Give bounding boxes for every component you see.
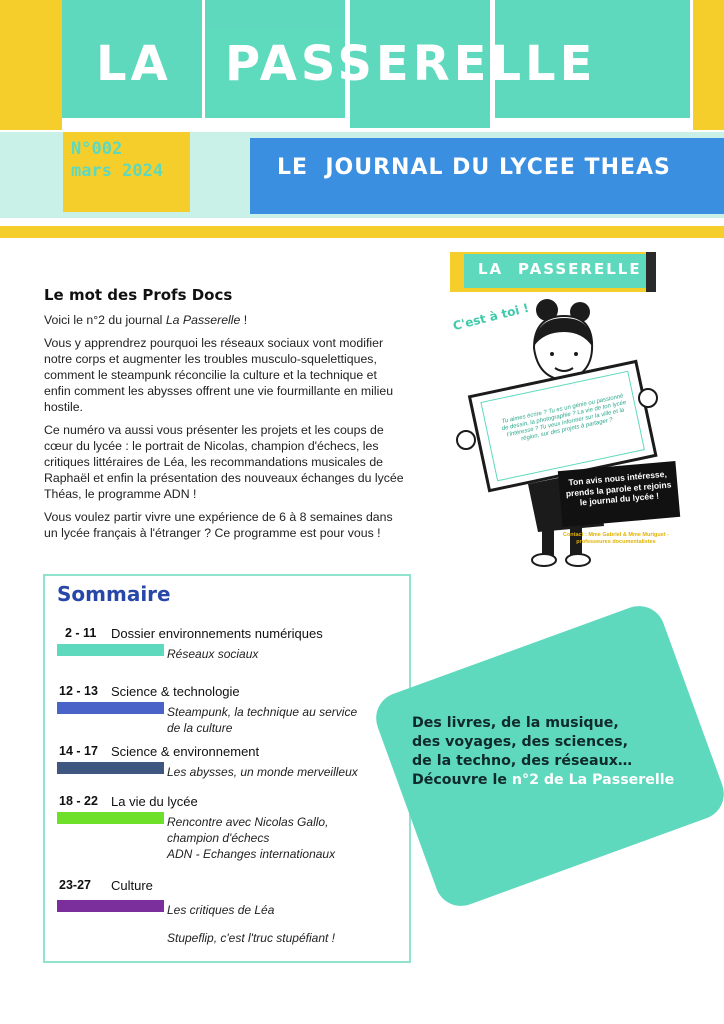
sommaire-sub-5a: Les critiques de Léa: [167, 903, 275, 917]
sommaire-pages-4[interactable]: 18 - 22: [59, 794, 98, 808]
masthead-title-la: LA: [96, 36, 172, 92]
sommaire-heading-3[interactable]: Science & environnement: [111, 744, 260, 759]
masthead-yellow-right: [693, 0, 724, 130]
sommaire-title: Sommaire: [57, 582, 171, 606]
poster-contact: Contact : Mme Gabriel & Mme Muriguet - professeures documentalistes: [562, 532, 670, 545]
sommaire-color-bar-1: [57, 644, 164, 656]
sommaire-color-bar-3: [57, 762, 164, 774]
editorial-p1-end: !: [240, 313, 248, 327]
sommaire-color-bar-5: [57, 900, 164, 912]
issue-date: mars 2024: [71, 161, 164, 181]
editorial-paragraph-1: [44, 312, 406, 328]
editorial-title: Le mot des Profs Docs: [44, 286, 233, 304]
sommaire-pages-3[interactable]: 14 - 17: [59, 744, 98, 758]
callout-text: [412, 714, 712, 790]
sommaire-heading-1[interactable]: Dossier environnements numériques: [111, 626, 323, 641]
editorial-p1-text: Voici le n°2 du journal: [44, 313, 166, 327]
sommaire-sub-2a: Steampunk, la technique au service: [167, 705, 358, 719]
editorial-paragraph-4: Vous voulez partir vivre une expérience de 6 à 8 semaines dans un lycée français à l'étranger ? Ce programme est pour vous !: [44, 510, 393, 540]
sommaire-sub-4c: ADN - Echanges internationaux: [167, 847, 336, 861]
callout-highlight: n°2 de La Passerelle: [511, 772, 675, 788]
sommaire-heading-5[interactable]: Culture: [111, 878, 153, 893]
poster-slogan: C'est à toi !: [451, 300, 531, 334]
issue-number: N°002: [71, 139, 123, 159]
sommaire-pages-5[interactable]: 23-27: [59, 878, 91, 892]
sommaire-sub-3a: Les abysses, un monde merveilleux: [167, 765, 358, 779]
poster-title-passerelle: PASSERELLE: [518, 260, 642, 278]
sommaire-sub-5c: Stupeflip, c'est l'truc stupéfiant !: [167, 931, 335, 945]
journal-title: LE JOURNAL DU LYCEE THEAS: [277, 155, 671, 180]
sommaire-heading-4[interactable]: La vie du lycée: [111, 794, 198, 809]
sommaire-box: [43, 574, 411, 963]
masthead-bottom-bar: [0, 226, 724, 238]
sommaire-sub-4a: Rencontre avec Nicolas Gallo,: [167, 815, 329, 829]
sommaire-pages-2[interactable]: 12 - 13: [59, 684, 98, 698]
editorial-p1-journal-name: La Passerelle: [165, 313, 241, 327]
poster-black-box: [558, 461, 680, 527]
issue-box: [63, 132, 190, 212]
sommaire-color-bar-4: [57, 812, 164, 824]
sommaire-color-bar-2: [57, 702, 164, 714]
callout-line-3: de la techno, des réseaux…: [412, 753, 633, 769]
poster-black-box-text: Ton avis nous intéresse, prends la parole et rejoins le journal du lycée !: [565, 468, 672, 508]
callout-line-4: [412, 771, 712, 790]
sommaire-sub-1a: Réseaux sociaux: [167, 647, 259, 661]
callout-line-1: Des livres, de la musique,: [412, 715, 619, 731]
editorial: [44, 286, 406, 548]
sommaire-heading-2[interactable]: Science & technologie: [111, 684, 240, 699]
masthead-title-passerelle: PASSERELLE: [225, 36, 597, 92]
poster-header-dark: [646, 252, 656, 292]
poster-title-la: LA: [478, 260, 504, 278]
masthead: [0, 0, 724, 240]
callout-line-2: des voyages, des sciences,: [412, 734, 628, 750]
editorial-paragraph-2: Vous y apprendrez pourquoi les réseaux sociaux vont modifier notre corps et augmenter les troubles musculo-squelettiques, comment le steampunk réconcilie la culture et la technique et enfin comment les abysses offrent une vie fourmillante en milieu hostile.: [44, 336, 394, 414]
sommaire-sub-4b: champion d'échecs: [167, 831, 270, 845]
recruitment-poster: [442, 248, 682, 568]
callout-line-4-text: Découvre le: [412, 772, 512, 788]
sommaire-pages-1[interactable]: 2 - 11: [65, 626, 97, 640]
poster-sign-text: Tu aimes écrire ? Tu es un génie ou passionné de dessin, la photographie ? La vie de ton lycée t'intéresse ? Tu veux informer sur la ville et la région, sur des projets à partager ?: [501, 393, 627, 443]
sommaire-sub-2b: de la culture: [167, 721, 233, 735]
editorial-paragraph-3: Ce numéro va aussi vous présenter les projets et les coups de cœur du lycée : le portrait de Nicolas, champion d'échecs, les critiques littéraires de Léa, les recommandations musicales de Raphaël et enfin la présentation des nouveaux échanges du lycée Théas, le programme ADN !: [44, 423, 404, 501]
masthead-yellow-left: [0, 0, 62, 130]
